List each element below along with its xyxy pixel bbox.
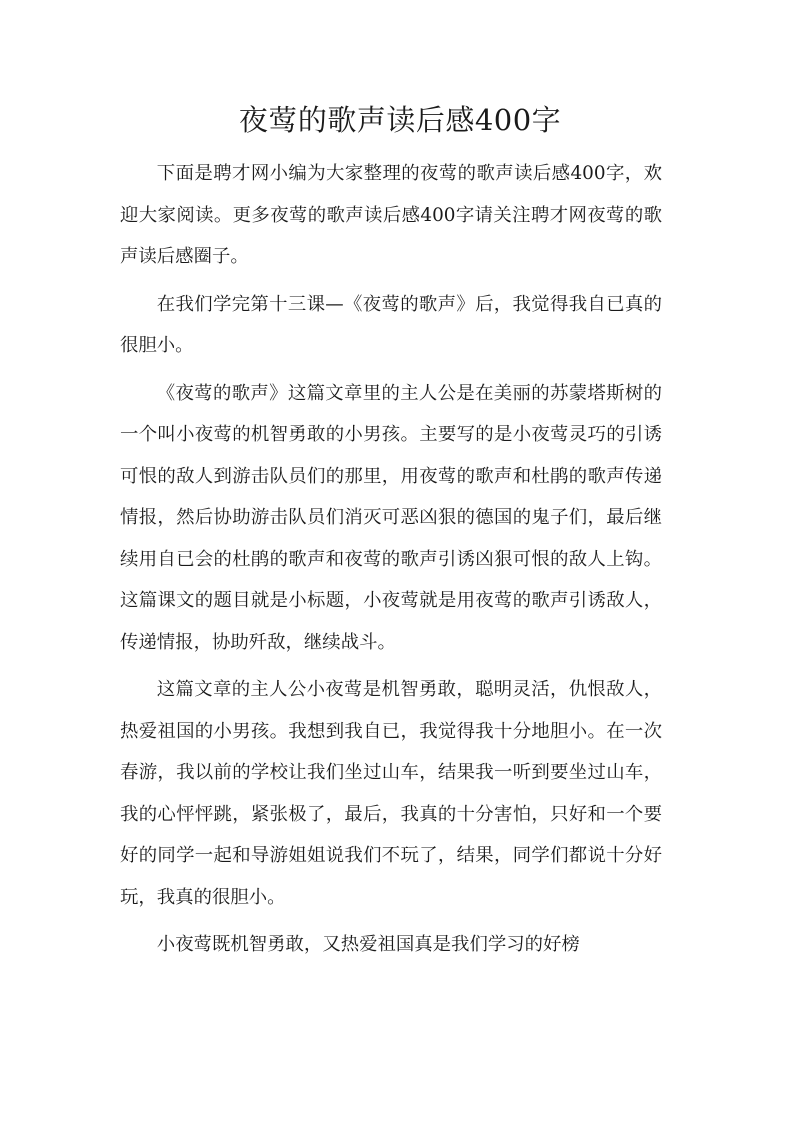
paragraph-conclusion: 小夜莺既机智勇敢，又热爱祖国真是我们学习的好榜 <box>156 934 580 955</box>
paragraph-summary: 《夜莺的歌声》这篇文章里的主人公是在美丽的苏蒙塔斯树的一个叫小夜莺的机智勇敢的小男孩。主要写的是小夜莺灵巧的引诱可恨的敌人到游击队员们的那里，用夜莺的歌声和杜鹃的歌声传递情报，然后协助游击队员们消灭可恶凶狠的德国的鬼子们，最后继续用自已会的杜鹃的歌声和夜莺的歌声引诱凶狠可恨的敌人上钩。这篇课文的题目就是小标题，小夜莺就是用夜莺的歌声引诱敌人，传递情报，协助歼敌，继续战斗。 <box>120 382 662 653</box>
paragraph-after-lesson: 在我们学完第十三课—《夜莺的歌声》后，我觉得我自已真的很胆小。 <box>120 293 662 356</box>
paragraph-intro: 下面是聘才网小编为大家整理的夜莺的歌声读后感400字，欢迎大家阅读。更多夜莺的歌声读后感400字请关注聘才网夜莺的歌声读后感圈子。 <box>120 163 662 267</box>
document-body <box>120 153 662 972</box>
paragraph-reflection: 这篇文章的主人公小夜莺是机智勇敢，聪明灵活，仇恨敌人，热爱祖国的小男孩。我想到我自已，我觉得我十分地胆小。在一次春游，我以前的学校让我们坐过山车，结果我一听到要坐过山车，我的心怦怦跳，紧张极了，最后，我真的十分害怕，只好和一个要好的同学一起和导游姐姐说我们不玩了，结果，同学们都说十分好玩，我真的很胆小。 <box>120 679 662 908</box>
document-title: 夜莺的歌声读后感400字 <box>238 103 562 137</box>
